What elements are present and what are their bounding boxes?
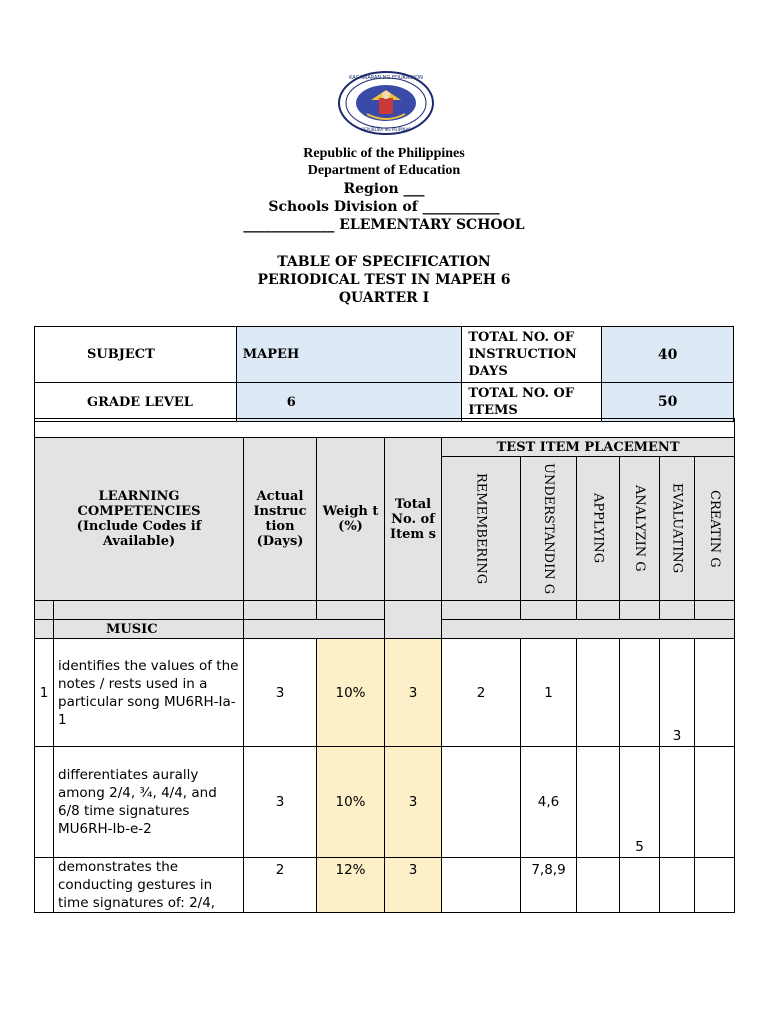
applying-cell (577, 639, 620, 747)
competency-text: demonstrates the conducting gestures in time signatures of: 2/4, (54, 858, 244, 913)
weight-cell: 10% (317, 639, 385, 747)
doc-quarter: QUARTER I (338, 290, 430, 306)
svg-text:REPUBLIKA NG PILIPINAS: REPUBLIKA NG PILIPINAS (361, 127, 411, 132)
level-remembering: REMEMBERING (442, 457, 521, 601)
level-analyzing: ANALYZIN G (620, 457, 660, 601)
items-cell: 3 (385, 747, 442, 858)
understanding-cell: 4,6 (521, 747, 577, 858)
subject-label: SUBJECT (35, 327, 237, 383)
header-school: _____________ ELEMENTARY SCHOOL (243, 217, 525, 233)
remembering-cell (442, 858, 521, 913)
table-row (35, 858, 735, 913)
table-row (35, 639, 735, 747)
analyzing-cell: 5 (620, 747, 660, 858)
row-number (35, 747, 54, 858)
header-republic: Republic of the Philippines (303, 146, 465, 161)
days-cell: 3 (244, 639, 317, 747)
applying-cell (577, 747, 620, 858)
row-number: 1 (35, 639, 54, 747)
competencies-header: LEARNING COMPETENCIES (Include Codes if Available) (35, 438, 244, 601)
doc-subtitle: PERIODICAL TEST IN MAPEH 6 (257, 272, 511, 288)
items-value: 50 (602, 383, 734, 422)
applying-cell (577, 858, 620, 913)
competency-text: identifies the values of the notes / rests used in a particular song MU6RH-Ia-1 (54, 639, 244, 747)
header-division: Schools Division of ___________ (268, 199, 500, 215)
analyzing-cell (620, 858, 660, 913)
deped-seal-icon (337, 70, 435, 136)
evaluating-cell: 3 (660, 639, 695, 747)
level-applying: APPLYING (577, 457, 620, 601)
days-header: Actual Instruc tion (Days) (244, 438, 317, 601)
competency-text: differentiates aurally among 2/4, ¾, 4/4, and 6/8 time signatures MU6RH-Ib-e-2 (54, 747, 244, 858)
creating-cell (695, 747, 735, 858)
specification-table (34, 418, 735, 913)
doc-title: TABLE OF SPECIFICATION (277, 254, 491, 270)
creating-cell (695, 639, 735, 747)
spacer-row (35, 419, 735, 438)
analyzing-cell (620, 639, 660, 747)
days-label: TOTAL NO. OF INSTRUCTION DAYS (462, 327, 602, 383)
row-number (35, 858, 54, 913)
understanding-cell: 1 (521, 639, 577, 747)
svg-text:KAGAWARAN NG EDUKASYON: KAGAWARAN NG EDUKASYON (349, 75, 423, 81)
remembering-cell: 2 (442, 639, 521, 747)
understanding-cell: 7,8,9 (521, 858, 577, 913)
weight-header: Weigh t (%) (317, 438, 385, 601)
placement-header: TEST ITEM PLACEMENT (442, 438, 735, 457)
grade-value: 6 (236, 383, 462, 422)
remembering-cell (442, 747, 521, 858)
items-header: Total No. of Item s (385, 438, 442, 601)
level-creating: CREATIN G (695, 457, 735, 601)
items-label: TOTAL NO. OF ITEMS (462, 383, 602, 422)
days-cell: 2 (244, 858, 317, 913)
subject-value: MAPEH (236, 327, 462, 383)
weight-cell: 10% (317, 747, 385, 858)
table-row (35, 747, 735, 858)
evaluating-cell (660, 858, 695, 913)
evaluating-cell (660, 747, 695, 858)
weight-cell: 12% (317, 858, 385, 913)
header-region: Region ___ (343, 181, 425, 197)
days-cell: 3 (244, 747, 317, 858)
level-understanding: UNDERSTANDIN G (521, 457, 577, 601)
grade-label: GRADE LEVEL (35, 383, 237, 422)
items-cell: 3 (385, 858, 442, 913)
level-evaluating: EVALUATING (660, 457, 695, 601)
days-value: 40 (602, 327, 734, 383)
creating-cell (695, 858, 735, 913)
info-table (34, 326, 734, 422)
header-department: Department of Education (307, 163, 461, 178)
items-cell: 3 (385, 639, 442, 747)
section-music: MUSIC (54, 620, 244, 639)
